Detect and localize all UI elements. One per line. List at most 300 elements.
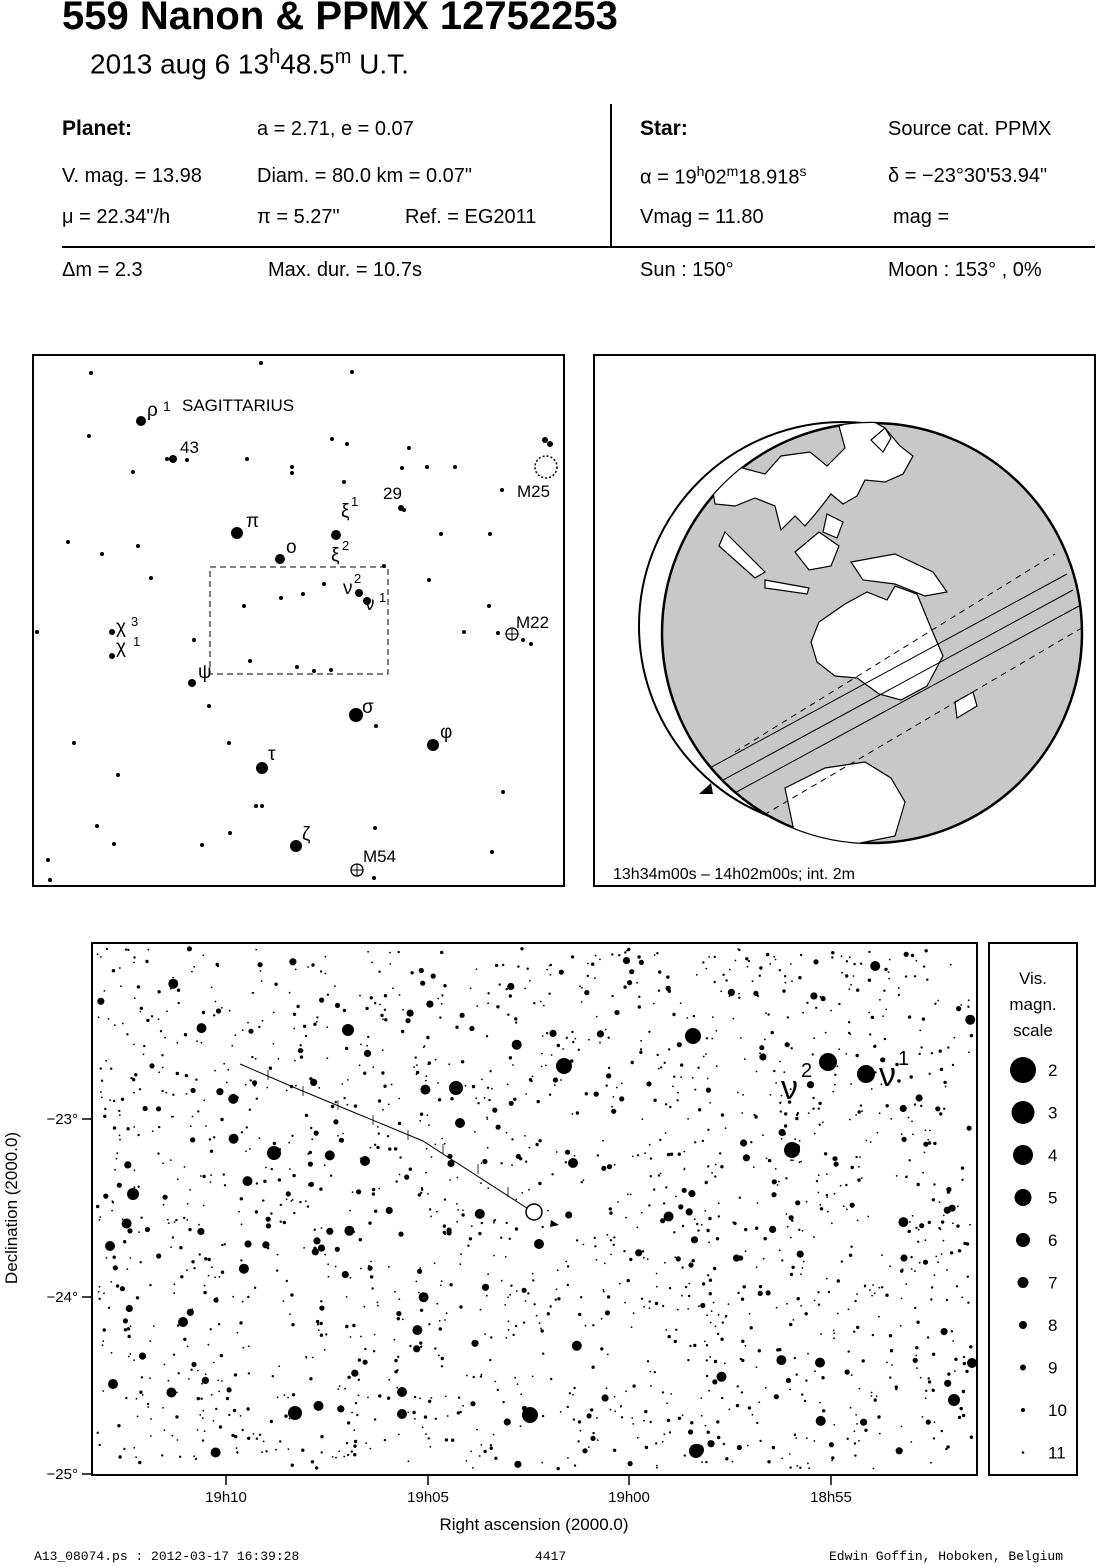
field-star [490,1447,493,1450]
field-star [650,1385,652,1387]
field-star [850,1407,852,1409]
field-star [185,1074,188,1077]
finder-star [295,665,299,669]
pi-label: π [246,511,260,532]
field-star [725,979,727,981]
field-star [139,1391,142,1394]
field-star [197,1370,199,1372]
field-star [871,1295,873,1297]
field-star [576,1111,579,1114]
field-star [566,1037,568,1039]
field-star [696,974,698,976]
field-star [137,1134,139,1136]
field-star [896,1447,903,1454]
field-star [673,1231,675,1233]
field-star [606,1387,608,1389]
field-star [435,1059,437,1061]
field-star [499,983,501,985]
field-star [374,1210,377,1213]
field-star [292,1174,295,1177]
legend-mag-4-dot [1013,1145,1033,1165]
field-star [632,1384,635,1387]
field-star [864,1286,866,1288]
finder-star [439,532,443,536]
field-star [599,1042,601,1044]
field-star [943,1215,945,1217]
field-star [756,1366,758,1368]
field-star [305,1114,308,1117]
field-star [179,1456,181,1458]
field-star [117,1424,120,1427]
field-star [596,1417,598,1419]
field-star [939,1049,942,1052]
field-star [189,1189,191,1191]
field-star [98,1291,100,1293]
field-star [937,1000,939,1002]
xi1-sup: 1 [351,494,359,509]
field-star [601,1318,603,1320]
planet-orbit: a = 2.71, e = 0.07 [257,118,414,140]
field-star [477,1102,479,1104]
field-star [799,1140,801,1142]
field-star [295,969,297,971]
field-star [509,1056,512,1059]
field-star [398,1122,401,1125]
field-star [802,1230,804,1232]
field-star [384,1018,387,1021]
field-star [956,1006,961,1011]
field-star [316,1401,321,1406]
field-star [298,1048,303,1053]
field-star [551,1173,553,1175]
field-star [110,1281,112,1283]
field-star [259,1434,261,1436]
field-star [814,1300,816,1302]
field-star [338,1451,340,1453]
field-star [389,952,391,954]
field-star [134,1170,136,1172]
field-star [932,1353,935,1356]
field-star [667,1153,670,1156]
field-star [777,1184,779,1186]
field-star [655,1442,657,1444]
field-star [173,1354,175,1356]
field-star [356,1189,361,1194]
field-star [414,1418,416,1420]
field-star [480,1182,482,1184]
field-star [293,1013,296,1016]
field-star [187,1346,189,1348]
field-star [678,1417,681,1420]
field-star [289,1168,291,1170]
field-star [611,953,613,955]
field-star [797,1112,799,1114]
field-star [123,1318,128,1323]
field-star [372,1066,374,1068]
field-star [538,1139,541,1142]
field-star [572,1394,574,1396]
field-star [447,1228,452,1233]
field-star [343,1456,345,1458]
field-star [703,1056,705,1058]
field-star [192,1116,194,1118]
field-star [859,1156,861,1158]
field-star [818,1102,821,1105]
xi1-label: ξ [341,501,350,522]
field-star [376,1146,379,1149]
field-star [130,1077,132,1079]
field-star [812,1108,814,1110]
field-star [341,1083,343,1085]
field-star [462,1405,464,1407]
legend-title-3: scale [1013,1021,1053,1040]
field-star [104,1108,106,1110]
field-star [164,1429,166,1431]
field-star [941,1253,943,1255]
field-star [124,1328,127,1331]
field-star [270,1420,273,1423]
field-star [434,1347,436,1349]
field-star [700,1303,705,1308]
finder-star [100,552,104,556]
field-star [486,1295,488,1297]
field-star [437,1082,439,1084]
field-star [478,1232,481,1235]
field-star [458,1397,460,1399]
field-star [562,1048,564,1050]
field-star [221,1007,223,1009]
field-star [915,1227,917,1229]
field-star [917,1241,919,1243]
field-star [681,1295,683,1297]
field-star [229,1134,239,1144]
finder-star [490,850,494,854]
field-star [308,1162,313,1167]
field-star [967,1126,972,1131]
field-star [263,1180,266,1183]
field-star [420,981,425,986]
field-star [911,1121,913,1123]
field-star [856,1293,858,1295]
field-star [937,1261,939,1263]
field-star [888,978,890,980]
field-star [898,1217,908,1227]
field-star [817,1291,819,1293]
field-star [585,1325,587,1327]
field-star [928,1380,931,1383]
field-star [683,1151,685,1153]
field-star [805,1379,807,1381]
field-star [123,1448,125,1450]
field-star [758,1349,761,1352]
field-star [371,1287,373,1289]
field-star [864,1429,867,1432]
field-star [789,1453,791,1455]
field-star [654,954,656,956]
field-star [672,1086,674,1088]
field-star [786,1378,791,1383]
field-star [914,975,916,977]
field-star [729,969,731,971]
field-star [489,1359,491,1361]
field-star [188,1378,190,1380]
field-star [397,1317,400,1320]
field-star [569,1392,571,1394]
field-star [845,1184,847,1186]
field-star [834,1162,839,1167]
field-star [210,1181,212,1183]
field-star [924,1152,926,1154]
field-star [649,1371,651,1373]
field-star [602,1140,604,1142]
field-star [533,1002,535,1004]
field-star [687,1118,689,1120]
field-star [624,1302,626,1304]
field-star [784,975,786,977]
star-43-label: 43 [180,438,199,457]
field-star [692,1077,694,1079]
field-star [378,1132,380,1134]
field-star [455,1026,458,1029]
legend-mag-6-dot [1016,1233,1030,1247]
field-star [354,1446,356,1448]
field-star [512,1334,514,1336]
field-star [938,1227,940,1229]
field-star [450,1097,453,1100]
field-star [377,1302,379,1304]
field-star [814,1133,816,1135]
field-star [387,1397,390,1400]
field-star [210,1328,212,1330]
field-star [709,1102,711,1104]
field-star [712,1016,714,1018]
field-star [294,1060,296,1062]
field-star [470,1451,472,1453]
field-star [958,1249,961,1252]
field-star [664,1062,666,1064]
field-star [718,1215,720,1217]
field-star [164,1037,166,1039]
field-star [175,1415,178,1418]
field-star [116,1284,119,1287]
field-star [950,1251,953,1254]
field-star [316,1021,318,1023]
finder-star [372,876,376,880]
field-star [849,1033,851,1035]
field-star [274,983,277,986]
field-star [441,1280,443,1282]
legend-title-2: magn. [1009,995,1057,1014]
field-star [722,1321,724,1323]
field-star [199,1253,201,1255]
field-star [813,1236,815,1238]
field-star [372,1188,375,1191]
field-star [573,1418,575,1420]
field-star [660,1173,662,1175]
field-star [173,1292,175,1294]
field-star [278,1058,280,1060]
field-star [289,958,296,965]
field-star [791,1266,794,1269]
field-star [444,1143,446,1145]
field-star [968,1051,970,1053]
field-star [140,1261,142,1263]
field-star [106,1257,108,1259]
field-star [203,1205,205,1207]
field-star [674,1340,677,1343]
field-star [316,1016,318,1018]
field-star [707,1165,709,1167]
field-star [748,960,750,962]
field-star [163,1195,168,1200]
track-ticks [268,1070,508,1197]
field-star [449,1179,451,1181]
field-star [797,1251,804,1258]
field-star [175,1219,177,1221]
finder-stars [35,361,553,882]
field-star [124,1161,131,1168]
field-star [242,1301,244,1303]
field-star [193,966,195,968]
nu1-chart-label: ν [879,1056,896,1094]
field-star [347,1376,350,1379]
field-star [759,966,762,969]
field-star [434,1262,436,1264]
field-star [156,1106,161,1111]
field-star [525,1300,527,1302]
field-star [224,1243,226,1245]
field-star [837,1313,839,1315]
field-star [494,1219,496,1221]
field-star [925,1129,927,1131]
field-star [128,1335,131,1338]
field-star [934,1274,936,1276]
field-star [675,1329,677,1331]
field-star [342,1409,344,1411]
field-star [508,1320,510,1322]
field-star [309,1182,314,1187]
field-star [325,1150,335,1160]
field-star [637,955,640,958]
field-star [489,1070,491,1072]
bright-star [342,1024,354,1036]
field-star [819,1402,821,1404]
field-star [898,994,900,996]
field-star [773,956,775,958]
field-star [337,1405,344,1412]
field-star [557,1044,560,1047]
field-star [871,1395,873,1397]
earth-globe [595,356,1094,885]
field-star [514,1017,517,1020]
field-star [560,1411,562,1413]
field-star [733,1018,735,1020]
field-star [969,1345,972,1348]
field-star [106,948,108,950]
field-star [496,1125,501,1130]
field-star [535,1143,538,1146]
field-star [133,956,135,958]
field-star [143,1045,145,1047]
field-star [665,1329,667,1331]
finder-star [501,790,505,794]
field-star [943,1108,945,1110]
finder-star [529,642,533,646]
field-star [810,992,817,999]
field-star [244,1240,251,1247]
field-star [878,1287,880,1289]
field-star [501,1162,503,1164]
field-star [707,1440,714,1447]
field-star [229,1010,231,1012]
legend-svg [990,944,1076,1474]
field-star [202,1410,204,1412]
planet-vmag: V. mag. = 13.98 [62,165,202,187]
field-star [542,1353,544,1355]
field-star [759,1052,761,1054]
field-star [914,1103,916,1105]
field-star [99,1216,101,1218]
field-star [946,1187,951,1192]
field-star [770,1094,772,1096]
field-star [166,1010,168,1012]
field-star [857,1220,859,1222]
x-axis-label: Right ascension (2000.0) [439,1515,629,1534]
field-star [705,1053,707,1055]
field-star [161,1054,163,1056]
field-star [802,1012,804,1014]
field-star [532,1273,534,1275]
field-star [816,1416,826,1426]
field-star [398,1298,400,1300]
field-star [690,1421,693,1424]
field-star [149,1340,151,1342]
field-star [931,1052,933,1054]
field-star [371,962,373,964]
field-star [812,1053,814,1055]
field-star [103,1292,105,1294]
field-star [739,1197,741,1199]
field-star [917,1183,920,1186]
field-star [177,989,180,992]
field-star [869,1289,871,1291]
field-star [831,956,833,958]
field-star [653,1003,655,1005]
field-star [923,1142,928,1147]
field-star [798,1229,800,1231]
field-star [865,1140,867,1142]
field-star [647,1360,649,1362]
field-star [335,1266,337,1268]
field-star [428,1124,430,1126]
psi-label: ψ [198,662,212,683]
field-star [103,1194,108,1199]
field-star [184,1166,186,1168]
field-star [113,1100,115,1102]
planet-heading: Planet: [62,117,133,140]
field-star [807,1353,809,1355]
field-star [627,1193,629,1195]
field-star [273,1012,275,1014]
field-star [613,1449,616,1452]
field-star [162,1162,164,1164]
field-star [293,1212,295,1214]
field-star [660,1218,665,1223]
field-star [377,1126,379,1128]
field-star [666,975,669,978]
finder-chart [34,356,563,885]
field-star [445,1438,448,1441]
